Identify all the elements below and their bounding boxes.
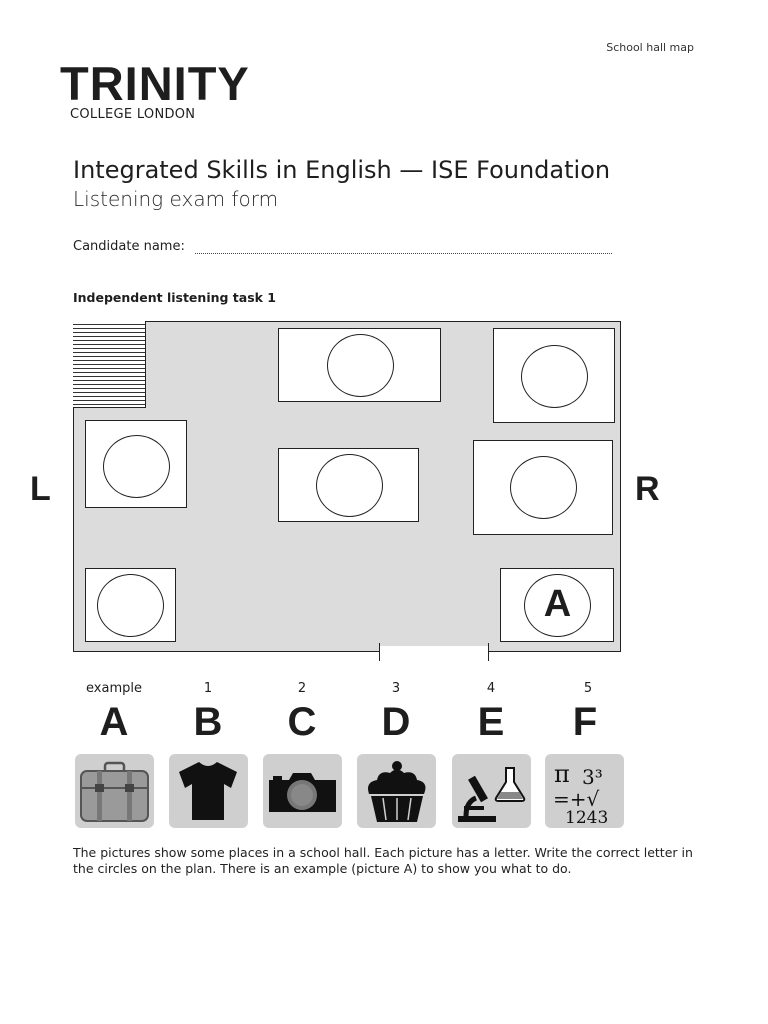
- picture-e-tile: [452, 754, 531, 828]
- option-letter-f: F: [572, 700, 598, 744]
- answer-circle[interactable]: [510, 456, 577, 519]
- option-letter-c: C: [287, 700, 317, 744]
- room-mid-center: [278, 448, 419, 522]
- picture-d-tile: [357, 754, 436, 828]
- document-title: Integrated Skills in English — ISE Foundation: [73, 156, 611, 184]
- answer-circle[interactable]: [316, 454, 383, 517]
- door-post-left: [379, 643, 380, 661]
- cupcake-icon: [357, 754, 436, 828]
- option-number-1: 1: [203, 681, 213, 696]
- picture-c-tile: [263, 754, 342, 828]
- picture-b-tile: [169, 754, 248, 828]
- math-icon-operators: =+√: [553, 787, 600, 811]
- room-mid-right: [473, 440, 613, 535]
- task-title: Independent listening task 1: [73, 290, 277, 305]
- stairs-area: [73, 321, 146, 408]
- option-number-4: 4: [486, 681, 496, 696]
- right-side-label: R: [635, 470, 660, 508]
- document-subtitle: Listening exam form: [73, 187, 279, 211]
- option-letter-a: A: [99, 700, 129, 744]
- option-number-2: 2: [297, 681, 307, 696]
- room-mid-left: [85, 420, 187, 508]
- picture-f-tile: [545, 754, 624, 828]
- option-number-3: 3: [391, 681, 401, 696]
- answer-circle[interactable]: [327, 334, 394, 397]
- option-number-example: example: [86, 681, 142, 696]
- answer-circle[interactable]: [521, 345, 588, 408]
- instructions-text: The pictures show some places in a school hall. Each picture has a letter. Write the correct letter in the circles on the plan. There is an example (picture A) to show you what to do.: [73, 845, 693, 876]
- logo-wordmark: TRINITY: [60, 57, 250, 110]
- room-bottom-left: [85, 568, 176, 642]
- tshirt-icon: [169, 754, 248, 828]
- page-header-label: School hall map: [606, 41, 694, 54]
- door-opening: [380, 646, 488, 655]
- option-letter-d: D: [381, 700, 411, 744]
- option-number-5: 5: [583, 681, 593, 696]
- example-answer-circle: [524, 574, 591, 637]
- option-letter-b: B: [193, 700, 223, 744]
- picture-a-tile: [75, 754, 154, 828]
- room-top-center: [278, 328, 441, 402]
- example-answer-letter: A: [543, 582, 572, 625]
- answer-circle[interactable]: [103, 435, 170, 498]
- math-icon: [545, 754, 624, 828]
- option-letter-e: E: [477, 700, 505, 744]
- candidate-name-label: Candidate name:: [73, 239, 185, 254]
- left-side-label: L: [30, 470, 51, 508]
- room-top-right: [493, 328, 615, 423]
- math-icon-power: 3³: [582, 765, 603, 789]
- microscope-icon: [452, 754, 531, 828]
- briefcase-icon: [75, 754, 154, 828]
- math-icon-pi: π: [554, 760, 570, 788]
- logo-subtitle: COLLEGE LONDON: [70, 107, 196, 122]
- camera-icon: [263, 754, 342, 828]
- candidate-name-field[interactable]: [195, 253, 612, 254]
- answer-circle[interactable]: [97, 574, 164, 637]
- math-icon-digits: 1243: [565, 808, 609, 828]
- room-bottom-right: [500, 568, 614, 642]
- door-post-right: [488, 643, 489, 661]
